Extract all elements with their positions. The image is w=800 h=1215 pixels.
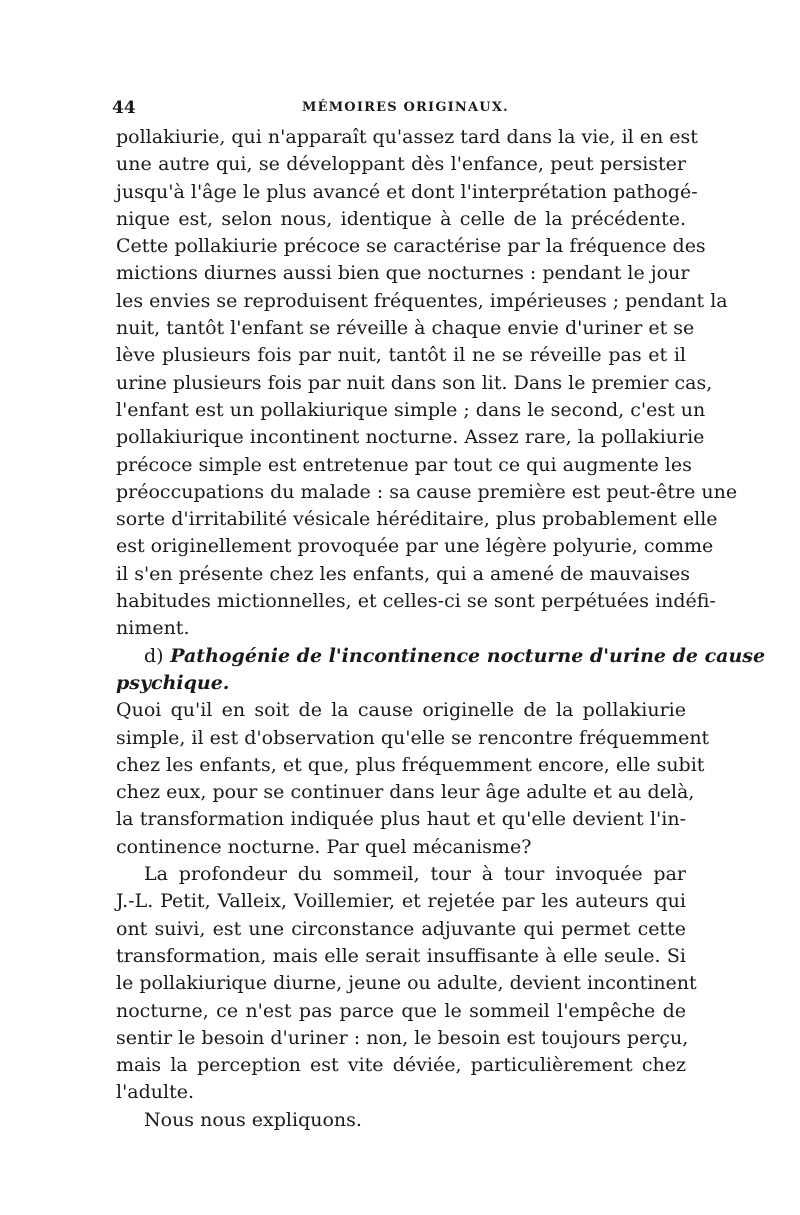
book-page [112,96,766,1134]
page-number: 44 [112,98,136,118]
text-line: La profondeur du sommeil, tour à tour invoquée par [144,863,686,886]
text-line: urine plusieurs fois par nuit dans son lit. Dans le premier cas, [116,371,713,394]
text-line: sorte d'irritabilité vésicale héréditaire, plus probablement elle [116,508,718,531]
text-line: Quoi qu'il en soit de la cause originelle de la pollakiurie [116,699,686,722]
text-line: nuit, tantôt l'enfant se réveille à chaque envie d'uriner et se [116,317,695,340]
heading-line [116,643,766,670]
text-line: Nous nous expliquons. [144,1108,362,1131]
text-line: transformation, mais elle serait insuffisante à elle seule. Si [116,944,686,967]
section-heading [116,643,766,698]
text-line: ont suivi, est une circonstance adjuvante qui permet cette [116,917,686,940]
text-line: continence nocturne. Par quel mécanisme? [116,835,532,858]
text-line: une autre qui, se développant dès l'enfance, peut persister [116,153,686,176]
text-line: pollakiurique incontinent nocturne. Assez rare, la pollakiurie [116,426,705,449]
text-line: sentir le besoin d'uriner : non, le besoin est toujours perçu, [116,1026,689,1049]
body-text [116,124,766,1134]
heading-title: Pathogénie de l'incontinence nocturne d'urine de cause [170,644,766,667]
text-line: jusqu'à l'âge le plus avancé et dont l'interprétation pathogé- [116,180,698,203]
text-line: chez les enfants, et que, plus fréquemment encore, elle subit [116,753,705,776]
text-line: nocturne, ce n'est pas parce que le sommeil l'empêche de [116,999,686,1022]
paragraph-3 [116,861,697,1107]
text-line: les envies se reproduisent fréquentes, impérieuses ; pendant la [116,289,728,312]
text-line: Cette pollakiurie précoce se caractérise par la fréquence des [116,235,706,258]
running-title: MÉMOIRES ORIGINAUX. [302,100,509,115]
text-line: précoce simple est entretenue par tout ce qui augmente les [116,453,692,476]
text-line: J.-L. Petit, Valleix, Voillemier, et rejetée par les auteurs qui [116,890,686,913]
text-line: lève plusieurs fois par nuit, tantôt il ne se réveille pas et il [116,344,686,367]
text-line: l'enfant est un pollakiurique simple ; dans le second, c'est un [116,398,706,421]
text-line: nique est, selon nous, identique à celle de la précédente. [116,207,686,230]
text-line: chez eux, pour se continuer dans leur âge adulte et au delà, [116,781,695,804]
text-line: le pollakiurique diurne, jeune ou adulte, devient incontinent [116,972,697,995]
heading-line: psychique. [116,671,230,694]
text-line: mais la perception est vite déviée, particulièrement chez [116,1054,686,1077]
text-line: la transformation indiquée plus haut et qu'elle devient l'in- [116,808,686,831]
running-head [112,96,686,124]
text-line: simple, il est d'observation qu'elle se rencontre fréquemment [116,726,710,749]
text-line: pollakiurie, qui n'apparaît qu'assez tard dans la vie, il en est [116,126,698,148]
text-line: préoccupations du malade : sa cause première est peut-être une [116,480,738,503]
text-line: habitudes mictionnelles, et celles-ci se sont perpétuées indéfi- [116,590,716,613]
text-line: il s'en présente chez les enfants, qui a amené de mauvaises [116,562,691,585]
text-line: niment. [116,617,190,640]
paragraph-1 [116,124,738,643]
text-line: mictions diurnes aussi bien que nocturnes : pendant le jour [116,262,690,285]
paragraph-4 [116,1107,686,1134]
paragraph-2 [116,697,710,861]
text-line: est originellement provoquée par une légère polyurie, comme [116,535,714,558]
text-line: l'adulte. [116,1081,195,1104]
heading-number: d) [144,644,164,667]
